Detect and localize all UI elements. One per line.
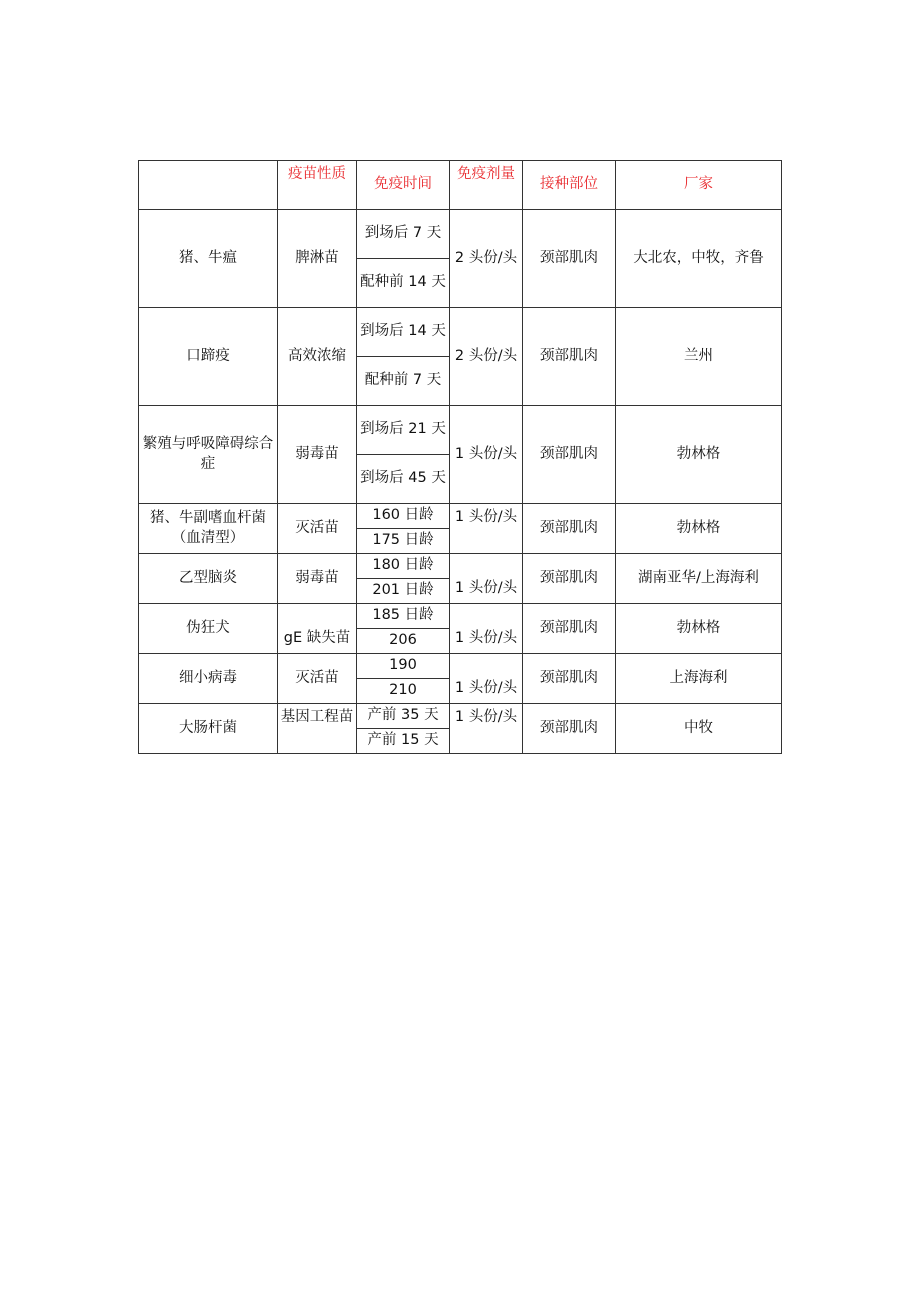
- dose-cell: 1 头份/头: [450, 654, 523, 704]
- manufacturer-cell: 上海海利: [616, 654, 782, 704]
- time-second: 配种前 7 天: [357, 356, 449, 405]
- time-cell: [357, 406, 450, 504]
- time-cell: [357, 308, 450, 406]
- site-cell: 颈部肌肉: [523, 654, 616, 704]
- table-row: [139, 308, 782, 406]
- table-row: [139, 504, 782, 554]
- site-cell: 颈部肌肉: [523, 308, 616, 406]
- table-row: [139, 554, 782, 604]
- time-first: 180 日龄: [372, 557, 434, 574]
- time-second: 175 日龄: [357, 528, 449, 553]
- disease-cell: 大肠杆菌: [139, 704, 278, 754]
- disease-cell: 细小病毒: [139, 654, 278, 704]
- time-cell: [357, 210, 450, 308]
- table-row: [139, 406, 782, 504]
- header-dose: 免疫剂量: [450, 161, 523, 210]
- vaccine-type-cell: 脾淋苗: [278, 210, 357, 308]
- time-second: 产前 15 天: [357, 728, 449, 753]
- time-second: 到场后 45 天: [357, 454, 449, 503]
- time-first: 185 日龄: [372, 607, 434, 624]
- header-blank: [139, 161, 278, 210]
- time-first: 到场后 14 天: [360, 323, 446, 340]
- vaccine-type-cell: 灭活苗: [278, 654, 357, 704]
- header-vaccine-type: 疫苗性质: [278, 161, 357, 210]
- time-second: 210: [357, 678, 449, 703]
- table-row: [139, 704, 782, 754]
- header-immunization-time: 免疫时间: [357, 161, 450, 210]
- header-manufacturer: 厂家: [616, 161, 782, 210]
- disease-cell: 口蹄疫: [139, 308, 278, 406]
- header-site: 接种部位: [523, 161, 616, 210]
- vaccine-type-cell: 弱毒苗: [278, 554, 357, 604]
- manufacturer-cell: 勃林格: [616, 406, 782, 504]
- disease-cell: 乙型脑炎: [139, 554, 278, 604]
- disease-cell: 繁殖与呼吸障碍综合症: [139, 406, 278, 504]
- time-first: 到场后 21 天: [360, 421, 446, 438]
- time-second: 配种前 14 天: [357, 258, 449, 307]
- manufacturer-cell: 湖南亚华/上海海利: [616, 554, 782, 604]
- dose-cell: 1 头份/头: [450, 406, 523, 504]
- site-cell: 颈部肌肉: [523, 504, 616, 554]
- table-row: [139, 654, 782, 704]
- time-cell: [357, 554, 450, 604]
- time-first: 到场后 7 天: [364, 225, 442, 242]
- time-first: 190: [389, 657, 417, 674]
- header-row: [139, 161, 782, 210]
- site-cell: 颈部肌肉: [523, 554, 616, 604]
- dose-cell: 1 头份/头: [450, 554, 523, 604]
- vaccine-type-cell: 高效浓缩: [278, 308, 357, 406]
- vaccine-type-cell: gE 缺失苗: [278, 604, 357, 654]
- table-row: [139, 210, 782, 308]
- time-cell: [357, 704, 450, 754]
- site-cell: 颈部肌肉: [523, 704, 616, 754]
- time-second: 206: [357, 628, 449, 653]
- vaccine-type-cell: 灭活苗: [278, 504, 357, 554]
- manufacturer-cell: 勃林格: [616, 604, 782, 654]
- dose-cell: 1 头份/头: [450, 704, 523, 754]
- disease-cell: 猪、牛瘟: [139, 210, 278, 308]
- dose-cell: 1 头份/头: [450, 504, 523, 554]
- vaccination-schedule-table: [138, 160, 782, 754]
- time-first: 160 日龄: [372, 507, 434, 524]
- manufacturer-cell: 勃林格: [616, 504, 782, 554]
- manufacturer-cell: 中牧: [616, 704, 782, 754]
- vaccine-type-cell: 基因工程苗: [278, 704, 357, 754]
- table-row: [139, 604, 782, 654]
- time-second: 201 日龄: [357, 578, 449, 603]
- site-cell: 颈部肌肉: [523, 406, 616, 504]
- dose-cell: 2 头份/头: [450, 308, 523, 406]
- site-cell: 颈部肌肉: [523, 210, 616, 308]
- time-cell: [357, 604, 450, 654]
- disease-cell: 伪狂犬: [139, 604, 278, 654]
- manufacturer-cell: 大北农，中牧，齐鲁: [616, 210, 782, 308]
- disease-cell: 猪、牛副嗜血杆菌（血清型）: [139, 504, 278, 554]
- dose-cell: 2 头份/头: [450, 210, 523, 308]
- time-cell: [357, 654, 450, 704]
- vaccine-type-cell: 弱毒苗: [278, 406, 357, 504]
- manufacturer-cell: 兰州: [616, 308, 782, 406]
- time-first: 产前 35 天: [367, 707, 439, 724]
- site-cell: 颈部肌肉: [523, 604, 616, 654]
- time-cell: [357, 504, 450, 554]
- dose-cell: 1 头份/头: [450, 604, 523, 654]
